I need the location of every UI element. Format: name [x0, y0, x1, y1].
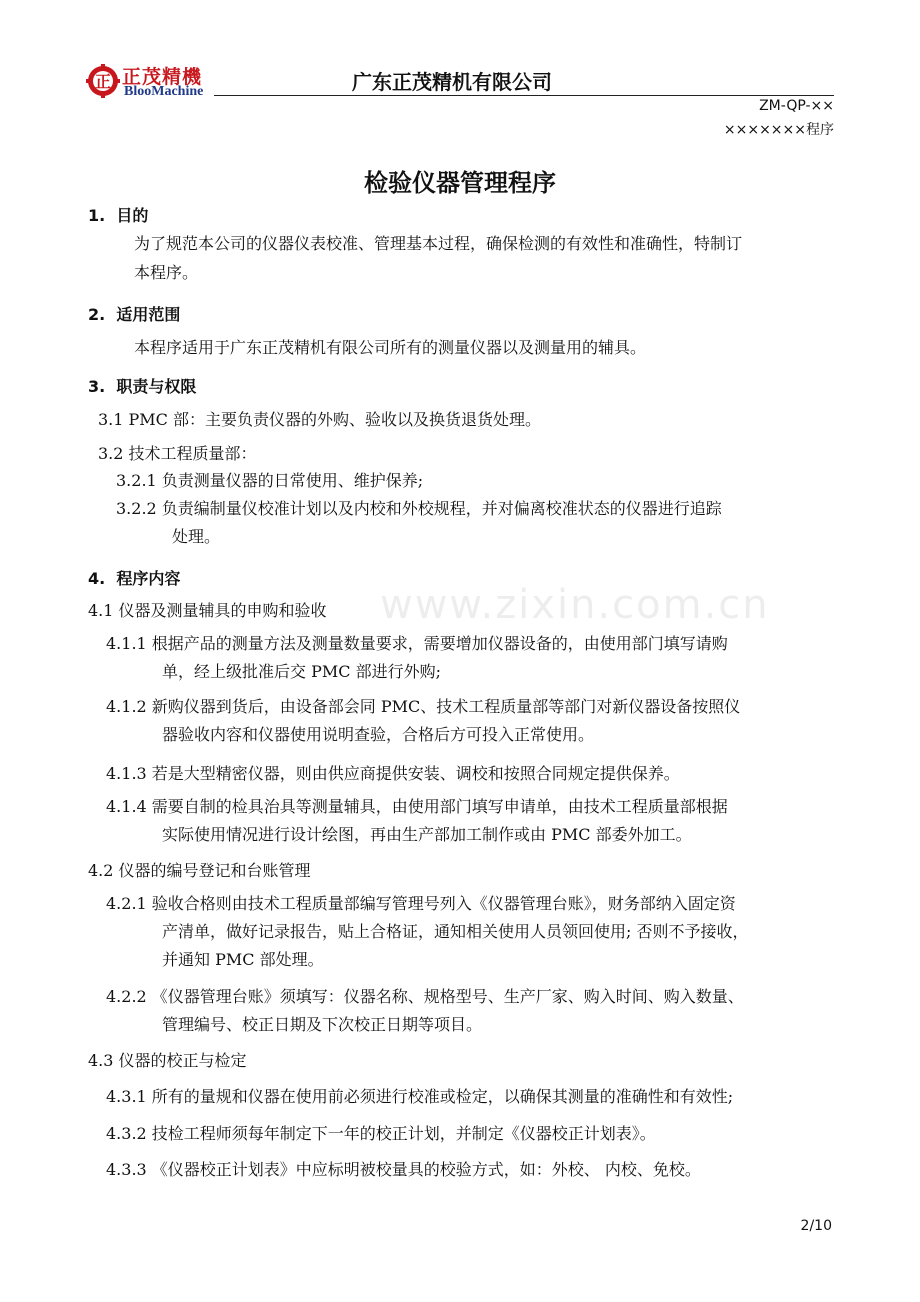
- logo-chinese-text: 正茂精機: [122, 66, 203, 88]
- subsection-heading: 4.2 仪器的编号登记和台账管理: [88, 861, 311, 880]
- section-title: 程序内容: [116, 569, 181, 588]
- document-type: ×××××××程序: [723, 122, 834, 138]
- section-4-heading: [88, 566, 180, 589]
- paragraph-line: 为了规范本公司的仪器仪表校准、管理基本过程，确保检测的有效性和准确性，特制订: [134, 234, 743, 253]
- list-item-continuation: 器验收内容和仪器使用说明查验，合格后方可投入正常使用。: [162, 725, 595, 744]
- section-title: 目的: [116, 206, 149, 225]
- list-item: 3.2.2 负责编制量仪校准计划以及内校和外校规程，并对偏离校准状态的仪器进行追踪: [116, 499, 722, 518]
- list-item: 3.2.1 负责测量仪器的日常使用、维护保养;: [116, 471, 424, 490]
- list-item: 4.2.2 《仪器管理台账》须填写：仪器名称、规格型号、生产厂家、购入时间、购入数量、: [106, 987, 744, 1006]
- list-item: 4.1.3 若是大型精密仪器，则由供应商提供安装、调校和按照合同规定提供保养。: [106, 764, 680, 783]
- list-item: 3.1 PMC 部：主要负责仪器的外购、验收以及换货退货处理。: [98, 410, 542, 429]
- list-item: 4.3.2 技检工程师须每年制定下一年的校正计划，并制定《仪器校正计划表》。: [106, 1124, 656, 1143]
- section-2-heading: [88, 302, 180, 325]
- list-item: 4.1.4 需要自制的检具治具等测量辅具，由使用部门填写申请单，由技术工程质量部根据: [106, 797, 728, 816]
- list-item-continuation: 产清单，做好记录报告，贴上合格证，通知相关使用人员领回使用; 否则不予接收，: [162, 922, 749, 941]
- section-number: 4.: [88, 569, 106, 588]
- logo-english-text: BlooMachine: [124, 84, 204, 99]
- document-title: 检验仪器管理程序: [364, 169, 556, 197]
- paragraph-line: 本程序。: [134, 263, 199, 282]
- section-title: 职责与权限: [116, 377, 197, 396]
- section-number: 2.: [88, 305, 106, 324]
- list-item: 4.3.1 所有的量规和仪器在使用前必须进行校准或检定，以确保其测量的准确性和有效性;: [106, 1087, 734, 1106]
- list-item-continuation: 并通知 PMC 部处理。: [162, 950, 324, 969]
- watermark: www.zixin.com.cn: [380, 582, 770, 628]
- header-rule: [214, 95, 834, 96]
- section-3-heading: [88, 374, 196, 397]
- paragraph-line: 本程序适用于广东正茂精机有限公司所有的测量仪器以及测量用的辅具。: [134, 338, 647, 357]
- list-item-continuation: 单，经上级批准后交 PMC 部进行外购;: [162, 662, 441, 681]
- list-item: 4.1.2 新购仪器到货后，由设备部会同 PMC、技术工程质量部等部门对新仪器设备按照仪: [106, 697, 741, 716]
- list-item: 4.1.1 根据产品的测量方法及测量数量要求，需要增加仪器设备的，由使用部门填写请购: [106, 634, 728, 653]
- subsection-heading: 4.1 仪器及测量辅具的申购和验收: [88, 601, 327, 620]
- list-item-continuation: 管理编号、校正日期及下次校正日期等项目。: [162, 1015, 483, 1034]
- list-item: 3.2 技术工程质量部：: [98, 444, 257, 463]
- list-item: 4.2.1 验收合格则由技术工程质量部编写管理号列入《仪器管理台账》，财务部纳入固定资: [106, 894, 736, 913]
- subsection-heading: 4.3 仪器的校正与检定: [88, 1051, 247, 1070]
- company-logo: [86, 62, 214, 100]
- section-title: 适用范围: [116, 305, 181, 324]
- list-item-continuation: 处理。: [172, 527, 221, 546]
- gear-logo-icon: [86, 64, 120, 98]
- document-code: ZM-QP-××: [759, 98, 834, 114]
- svg-text:正: 正: [94, 72, 112, 91]
- page-number: 2/10: [800, 1218, 832, 1234]
- section-1-heading: [88, 203, 148, 226]
- company-name: 广东正茂精机有限公司: [352, 70, 552, 94]
- section-number: 1.: [88, 206, 106, 225]
- section-number: 3.: [88, 377, 106, 396]
- list-item: 4.3.3 《仪器校正计划表》中应标明被校量具的校验方式，如：外校、 内校、免校。: [106, 1160, 701, 1179]
- list-item-continuation: 实际使用情况进行设计绘图，再由生产部加工制作或由 PMC 部委外加工。: [162, 825, 692, 844]
